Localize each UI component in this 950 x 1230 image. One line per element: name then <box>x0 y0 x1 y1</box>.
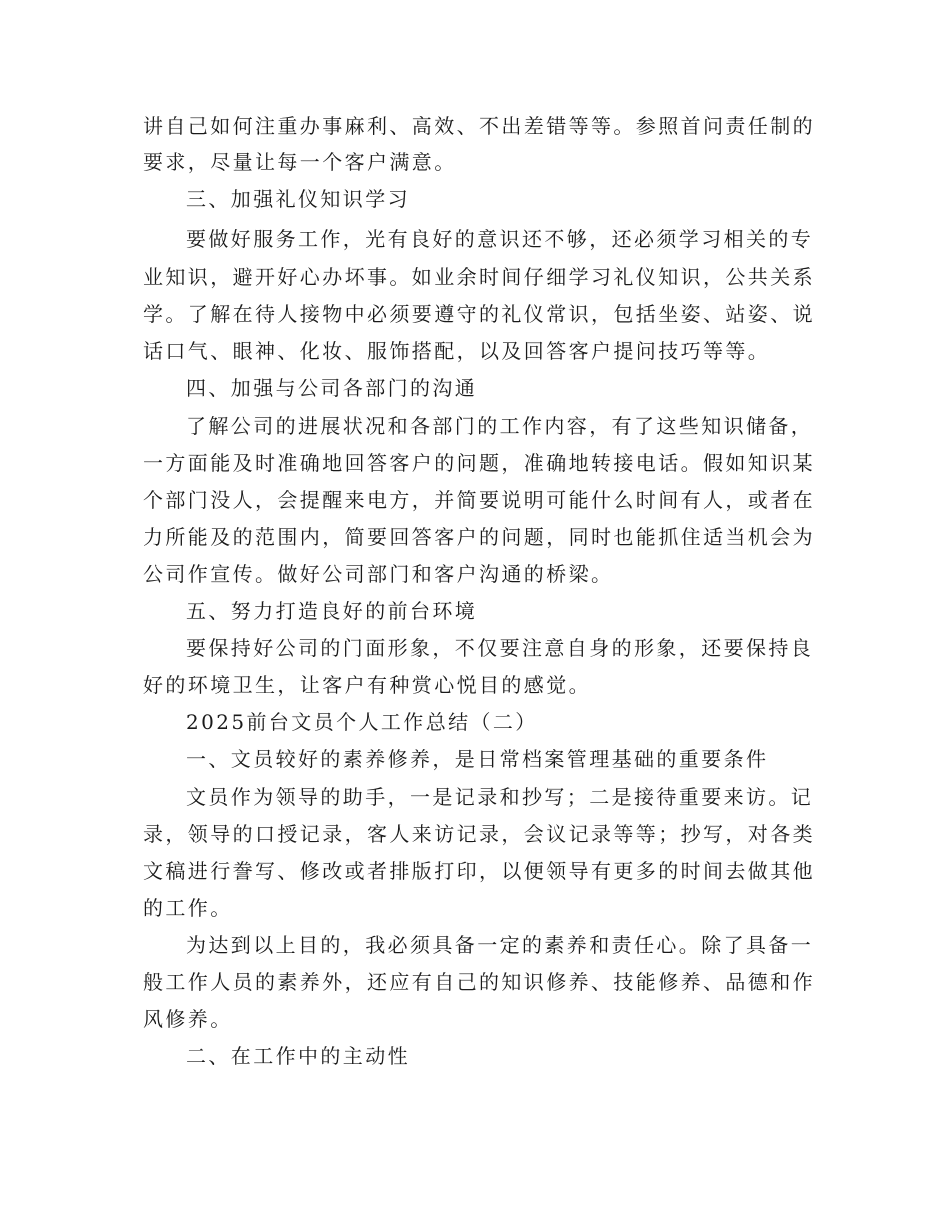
section-heading: 二、在工作中的主动性 <box>186 1044 410 1068</box>
text-line: 般工作人员的素养外，还应有自己的知识修养、技能修养、品德和作 <box>143 970 815 994</box>
section-heading: 五、努力打造良好的前台环境 <box>186 599 478 623</box>
text-line: 个部门没人，会提醒来电方，并简要说明可能什么时间有人，或者在 <box>143 488 815 512</box>
text-line: 要做好服务工作，光有良好的意识还不够，还必须学习相关的专 <box>186 227 814 251</box>
text-line: 公司作宣传。做好公司部门和客户沟通的桥梁。 <box>143 562 614 586</box>
section-heading: 四、加强与公司各部门的沟通 <box>186 376 478 400</box>
text-line: 了解公司的进展状况和各部门的工作内容，有了这些知识储备， <box>186 414 814 438</box>
text-line: 要求，尽量让每一个客户满意。 <box>143 150 457 174</box>
text-line: 风修养。 <box>143 1007 233 1031</box>
text-line: 录，领导的口授记录，客人来访记录，会议记录等等；抄写，对各类 <box>143 822 815 846</box>
text-line: 讲自己如何注重办事麻利、高效、不出差错等等。参照首问责任制的 <box>143 114 815 138</box>
section-heading: 三、加强礼仪知识学习 <box>186 187 410 211</box>
text-line: 的工作。 <box>143 896 233 920</box>
text-line: 话口气、眼神、化妆、服饰搭配，以及回答客户提问技巧等等。 <box>143 339 771 363</box>
text-line: 文稿进行誊写、修改或者排版打印，以便领导有更多的时间去做其他 <box>143 859 815 883</box>
section-heading: 一、文员较好的素养修养，是日常档案管理基础的重要条件 <box>186 747 769 771</box>
text-line: 一方面能及时准确地回答客户的问题，准确地转接电话。假如知识某 <box>143 451 815 475</box>
text-line: 文员作为领导的助手，一是记录和抄写；二是接待重要来访。记 <box>186 785 814 809</box>
text-line: 力所能及的范围内，简要回答客户的问题，同时也能抓住适当机会为 <box>143 525 815 549</box>
text-line: 为达到以上目的，我必须具备一定的素养和责任心。除了具备一 <box>186 933 814 957</box>
subtitle: 2025前台文员个人工作总结（二） <box>186 710 538 734</box>
text-line: 好的环境卫生，让客户有种赏心悦目的感觉。 <box>143 673 591 697</box>
text-line: 学。了解在待人接物中必须要遵守的礼仪常识，包括坐姿、站姿、说 <box>143 302 815 326</box>
text-line: 要保持好公司的门面形象，不仅要注意自身的形象，还要保持良 <box>186 636 814 660</box>
text-line: 业知识，避开好心办坏事。如业余时间仔细学习礼仪知识，公共关系 <box>143 265 815 289</box>
